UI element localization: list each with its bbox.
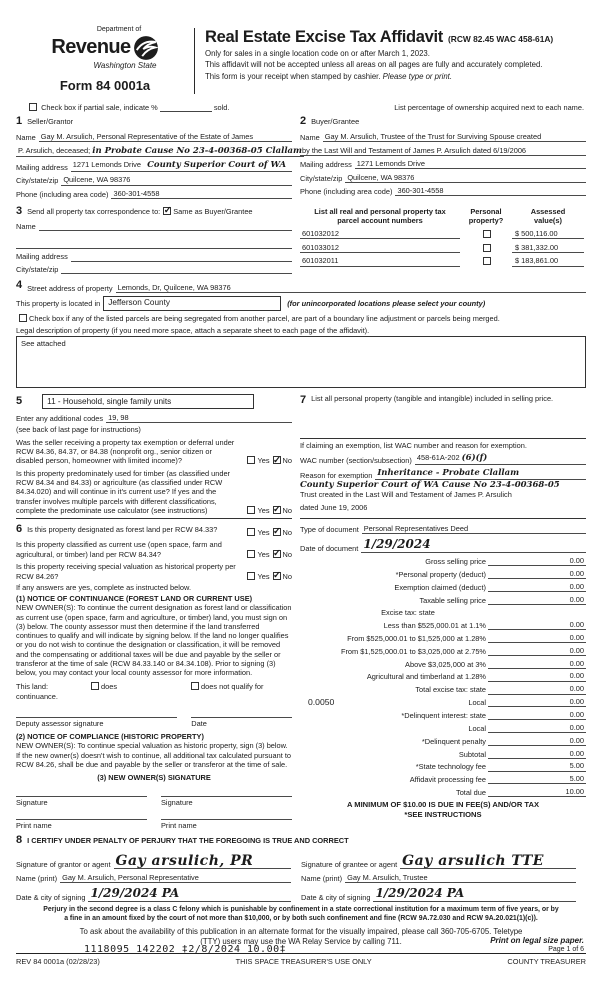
- assessed-value-field[interactable]: $ 381,332.00: [512, 243, 584, 253]
- wac-handwriting: (6)(f): [461, 453, 488, 464]
- grantee-signature-field[interactable]: [400, 851, 576, 870]
- seller-mailing-handwriting: County Superior Court of WA: [147, 160, 287, 171]
- grantee-city-handwriting: PA: [446, 885, 465, 900]
- grantee-signature: Gay arsulich TTE: [402, 852, 544, 869]
- parcel-row: [300, 243, 586, 253]
- local-rate: 0.0050: [308, 696, 335, 707]
- exemption-claimed-value[interactable]: 0.00: [540, 582, 586, 592]
- exemption-no-checkbox[interactable]: [273, 456, 281, 464]
- parcel-number-field[interactable]: 601032012: [300, 229, 460, 239]
- rcw-reference: (RCW 82.45 WAC 458-61A): [448, 34, 554, 44]
- new-owner-signature-title: (3) NEW OWNER(S) SIGNATURE: [97, 773, 211, 783]
- deputy-assessor-signature-line[interactable]: Deputy assessor signature: [16, 717, 177, 728]
- personal-property-checkbox[interactable]: [483, 257, 491, 265]
- forest-land-question: Is this property designated as forest land per RCW 84.33?: [27, 525, 218, 535]
- header-note-2: This affidavit will not be accepted unless all areas on all pages are fully and accurately completed.: [205, 60, 543, 70]
- revenue-logo-icon: [133, 35, 159, 61]
- new-owner-print-line-1[interactable]: Print name: [16, 819, 147, 830]
- ownership-note: List percentage of ownership acquired next to each name.: [394, 103, 584, 112]
- partial-sale-line: Check box if partial sale, indicate % sold.: [26, 103, 229, 112]
- new-owner-signature-line-2[interactable]: Signature: [161, 796, 292, 807]
- alternate-format-notice: To ask about the availability of this publication in an alternate format for the visually impaired, please call 360-705-6705. Teletype (TTY) users may use the WA Relay Service by calling 711.: [79, 927, 523, 946]
- buyer-heading: Buyer/Grantee: [311, 117, 360, 127]
- personal-property-field[interactable]: [300, 408, 586, 434]
- personal-property-checkbox[interactable]: [483, 230, 491, 238]
- excise-tax-state-header: Excise tax: state: [381, 608, 435, 618]
- tier2-value[interactable]: 0.00: [540, 633, 586, 643]
- header-note-3: This form is your receipt when stamped by cashier. Please type or print.: [205, 71, 453, 81]
- timber-no-checkbox[interactable]: [273, 506, 281, 514]
- same-as-buyer-label: Same as Buyer/Grantee: [173, 206, 253, 216]
- timber-yes-checkbox[interactable]: [247, 506, 255, 514]
- grantor-signature: Gay arsulich, PR: [115, 852, 254, 869]
- grantee-print-name-field[interactable]: Gay M. Arsulich, Trustee: [345, 873, 576, 883]
- grantor-date-field[interactable]: 1/29/2024 PA: [88, 886, 291, 902]
- exemption-deferral-question: Was the seller receiving a property tax exemption or deferral under RCW 84.36, 84.37, or 84.38 (nonprofit org., senior citizen or disabled person, homeowner with limited income)?: [16, 437, 235, 466]
- certification-section: 8 I CERTIFY UNDER PENALTY OF PERJURY THAT THE FOREGOING IS TRUE AND CORRECT Signature of grantor or agent Gay arsulich, PR Name (print) Gay M. Arsulich, Personal Representative Date & city of signing 1/29/2024 PA Signature of grantee or agent Gay arsulich TTE Name (print) Gay M. Arsulich, Trustee Date & city of signing 1/29/2024 PA: [16, 834, 586, 902]
- current-use-no-checkbox[interactable]: [273, 550, 281, 558]
- buyer-city-field[interactable]: Quilcene, WA 98376: [345, 173, 586, 183]
- personal-property-instruction: List all personal property (tangible and intangible) included in selling price.: [311, 394, 554, 404]
- seller-city-field[interactable]: Quilcene, WA 98376: [61, 175, 292, 185]
- continuance-label: continuance.: [16, 691, 58, 701]
- notice-continuance-title: (1) NOTICE OF CONTINUANCE (FOREST LAND OR CURRENT USE): [16, 594, 253, 604]
- document-date-field[interactable]: 1/29/2024: [361, 537, 586, 553]
- seller-phone-field[interactable]: 360-301-4558: [111, 189, 292, 199]
- current-use-yes-checkbox[interactable]: [247, 550, 255, 558]
- personal-property-deduct-value[interactable]: 0.00: [540, 569, 586, 579]
- timber-agriculture-question: Is this property predominately used for timber (as classified under RCW 84.34 and 84.33) or agriculture (as classified under RCW 84.34.020) and will continue in it's current use? If yes and the transfer involves multiple parcels with different classifications, complete the predominate use calculator (see instructions): [16, 468, 231, 515]
- seller-section: 1 Seller/Grantor Name Gay M. Arsulich, Personal Representative of the Estate of James P. Arsulich, deceased; in Probate Cause No 23-4-00368-05 Clallam Mailing address 1271 Lemonds Drive County Superior Court of WA City/state/zip Quilcene, WA 98376 Phone (including area code) 360-301-4558: [16, 115, 303, 199]
- buyer-mailing-field[interactable]: 1271 Lemonds Drive: [355, 159, 586, 169]
- legal-description-label: Legal description of property (if you need more space, attach a separate sheet to each page of the affidavit).: [16, 325, 370, 335]
- dept-of-label: Department of: [96, 26, 142, 33]
- cashier-stamp: 1118095 142202 ‡2/8/2024 10.00‡: [84, 944, 287, 955]
- reason-handwriting-1[interactable]: Inheritance - Probate Clallam: [375, 468, 586, 480]
- correspondence-mailing-field[interactable]: [71, 253, 292, 262]
- seller-name-field-2[interactable]: P. Arsulich, deceased; in Probate Cause No 23-4-00368-05 Clallam: [18, 145, 303, 156]
- grantor-city-handwriting: PA: [161, 885, 180, 900]
- buyer-phone-field[interactable]: 360-301-4558: [395, 186, 586, 196]
- historical-question: Is this property receiving special valuation as historical property per RCW 84.26?: [16, 562, 236, 581]
- forest-no-checkbox[interactable]: [273, 528, 281, 536]
- local-tax-value[interactable]: 0.00: [540, 697, 586, 707]
- assessed-value-field[interactable]: $ 500,116.00: [512, 229, 584, 239]
- minimum-due-note: A MINIMUM OF $10.00 IS DUE IN FEE(S) AND/OR TAX: [346, 800, 540, 810]
- tier1-value[interactable]: 0.00: [540, 620, 586, 630]
- subtotal-value[interactable]: 0.00: [540, 749, 586, 759]
- seller-name-handwriting: in Probate Cause No 23-4-00368-05 Clallam: [92, 145, 303, 156]
- treasurer-use-label: THIS SPACE TREASURER'S USE ONLY: [235, 956, 372, 966]
- see-instructions-note: *SEE INSTRUCTIONS: [404, 809, 482, 819]
- delinquent-interest-local-value[interactable]: 0.00: [540, 723, 586, 733]
- correspondence-extra-field[interactable]: [16, 240, 292, 249]
- correspondence-city-field[interactable]: [61, 265, 292, 274]
- parcel-table: List all real and personal property tax parcel account numbers Personal property? Assessed value(s) 601032012 $ 500,116.00 601033012 $ 381,332.00 601032011 $ 183,861.00: [300, 207, 586, 267]
- grantee-date-field[interactable]: 1/29/2024 PA: [373, 886, 576, 902]
- parcel-row: [300, 229, 586, 239]
- additional-codes-field[interactable]: 19, 98: [106, 413, 292, 423]
- tier4-value[interactable]: 0.00: [540, 659, 586, 669]
- grantor-signature-field[interactable]: [114, 851, 292, 870]
- total-excise-state-value[interactable]: 0.00: [540, 684, 586, 694]
- partial-sale-percent-field[interactable]: [160, 104, 212, 112]
- land-does-qualify-checkbox[interactable]: [91, 682, 99, 690]
- if-any-yes-note: If any answers are yes, complete as instructed below.: [16, 582, 191, 592]
- wac-number-field[interactable]: 458-61A-202 (6)(f): [415, 453, 586, 465]
- segregated-label: Check box if any of the listed parcels are being segregated from another parcel, are part of a boundary line adjustment or parcels being merged.: [29, 314, 500, 324]
- document-type-field[interactable]: Personal Representatives Deed: [362, 524, 586, 534]
- reason-typed-1: Trust created in the Last Will and Testament of James P. Arsulich: [300, 490, 512, 500]
- state-technology-fee-value[interactable]: 5.00: [540, 761, 586, 771]
- codes-note: (see back of last page for instructions): [16, 424, 141, 434]
- partial-sale-checkbox[interactable]: [29, 103, 37, 111]
- current-use-question: Is this property classified as current use (open space, farm and agricultural, or timber) land per RCW 84.34?: [16, 540, 222, 559]
- legal-size-note: Print on legal size paper.: [490, 936, 584, 945]
- same-as-buyer-checkbox[interactable]: [163, 207, 171, 215]
- reason-typed-2: dated June 19, 2006: [300, 502, 368, 512]
- use-code-row: 5 11 - Household, single family units: [16, 394, 292, 409]
- gross-selling-price-value[interactable]: 0.00: [540, 556, 586, 566]
- correspondence-name-field[interactable]: [39, 222, 292, 231]
- land-use-code-select[interactable]: 11 - Household, single family units: [42, 394, 254, 409]
- taxable-selling-price-value[interactable]: 0.00: [540, 595, 586, 605]
- exemption-yes-checkbox[interactable]: [247, 456, 255, 464]
- this-land-label: This land:: [16, 682, 49, 692]
- buyer-section: 2 Buyer/Grantee Name Gay M. Arsulich, Trustee of the Trust for Surviving Spouse created by the Last Will and Testament of James P. Arsulich dated 6/19/2006 Mailing address 1271 Lemonds Drive City/state/zip Quilcene, WA 98376 Phone (including area code) 360-301-4558: [300, 115, 586, 199]
- correspondence-section: 3 Send all property tax correspondence to: ✓ Same as Buyer/Grantee Name Mailing address City/state/zip: [16, 205, 300, 274]
- seller-name-field[interactable]: Gay M. Arsulich, Personal Representative of the Estate of James: [39, 132, 292, 142]
- historical-no-checkbox[interactable]: [273, 572, 281, 580]
- header-divider: [194, 28, 195, 94]
- page-number: Page 1 of 6: [548, 946, 584, 953]
- forest-yes-checkbox[interactable]: [247, 528, 255, 536]
- new-owner-print-line-2[interactable]: Print name: [161, 819, 292, 830]
- buyer-name-field-2[interactable]: by the Last Will and Testament of James P. Arsulich dated 6/19/2006: [300, 146, 586, 156]
- buyer-name-field[interactable]: Gay M. Arsulich, Trustee of the Trust for Surviving Spouse created: [323, 132, 586, 142]
- agency-block: [26, 26, 184, 94]
- assessor-date-line[interactable]: Date: [191, 717, 292, 728]
- washington-state-label: Washington State: [93, 60, 157, 70]
- affidavit-page: Department of Revenue Washington State Form 84 0001a Real Estate Excise Tax Affidavit (RCW 82.45 WAC 458-61A) Only for sales in a single location code on or after March 1, 2023. This affidavit will not be accepted unless all areas on all pages are fully and accurately completed. This form is your receipt when stamped by cashier. Please type or print. Check box if partial sale, indicate % sold. List percentage of ownership acquired next to each name. 1 Seller/Grantor Name Gay M. Arsulich, Personal Representative of the Estate of James P. Arsulich, deceased; in Probate Cause No 23-4-00368-05 Clallam Mailing address 1271 Lemonds Drive County Superior Court of WA City/state/zip Quilcene, WA 98376 Phone (including area code) 360-301-4558 2 Buyer/Grantee Name Gay M. Arsulich, Trustee of the Trust for Surviving Spouse created by the Last Will and Testament of James P. Arsulich dated 6/19/2006 Mailing address 1271 Lemonds Drive City/state/zip Quilcene, WA 98376 Phone (including area code) 360-301-4558 3 Send all property tax correspondence to: ✓ Same as Buyer/Grantee Name Mailing address City/state/zip List all real and personal property tax parcel account numbers Personal property? Assessed value(s) 601032012 $ 500,116.00 601033012 $ 381,332.00 601032011 $ 183,861.00 4 Street address of property Lemonds, Dr, Quilcene, WA 98376 This property is located in Jefferson County (for unincorporated locations please select your county) Check box if any of the listed parcels are being segregated from another parcel, are part of a boundary line adjustment or parcels being merged. Legal description of property (if you need more space, attach a separate sheet to each page of the affidavit). See attached 5 11 - Household, single family units Enter any additional codes 19, 98 (see back of last page for instructions) Was the seller receiving a property tax exemption or deferral under RCW 84.36, 84.37, or 84.38 (nonprofit org., senior citizen or disabled person, homeowner with limited income)? Yes ✓ No Is this property predominately used for timber (as classified under RCW 84.34 and 84.33) or agriculture (as classified under RCW 84.34.020) and will continue in it's current use? If yes and the transfer involves multiple parcels with different classifications, complete the predominate use calculator (see instructions) Yes ✓ No 6 Is this property designated as forest land per RCW 84.33? Yes ✓ No Is this property classified as current use (open space, farm and agricultural, or timber) land per RCW 84.34? Yes ✓ No Is this property receiving special valuation as historical property per RCW 84.26? Yes ✓ No If any answers are yes, complete as instructed below. (1) NOTICE OF CONTINUANCE (FOREST LAND OR CURRENT USE) NEW OWNER(S): To continue the current designation as forest land or classification as current use (open space, farm and agriculture, or timber) land, you must sign on (3) below. The county assessor must then determine if the land transferred continues to qualify and will indicate by signing below. If the land no longer qualifies or you do not wish to continue the designation or classification, it will be removed and the compensating or additional taxes will be due and payable by the seller or transferor at the time of sale (RCW 84.33.140 or 84.34.108). Prior to signing (3) below, you may contact your local county assessor for more information. This land: does does not qualify for continuance. Deputy assessor signature Date (2) NOTICE OF COMPLIANCE (HISTORIC PROPERTY) NEW OWNER(S): To continue special valuation as historic property, sign (3) below. If the new owner(s) doesn't wish to continue, all additional tax calculated pursuant to RCW 84.26, shall be due and payable by the seller or transferor at the time of sale. (3) NEW OWNER(S) SIGNATURE Signature Signature Print name Print name 7 List all personal property (tangible and intangible) included in selling price. If claiming an exemption, list WAC number and reason for exemption. WAC number (section/subsection) 458-61A-202 (6)(f) Reason for exemption Inheritance - Probate Clallam County Superior Court of WA Cause No 23-4-00368-05 Trust created in the Last Will and Testament of James P. Arsulich dated June 19, 2006 Type of document Personal Representatives Deed Date of document 1/29/2024 Gross selling price 0.00 *Personal property (deduct) 0.00 Exemption claimed (deduct) 0.00 Taxable selling price 0.00 Excise tax: state Less than $525,000.01 at 1.1% 0.00 From $525,000.01 to $1,525,000 at 1.28% 0.00 From $1,525,000.01 to $3,025,000 at 2.75% 0.00 Above $3,025,000 at 3% 0.00 Agricultural and timberland at 1.28% 0.00 Total excise tax: state 0.00 0.0050 Local 0.00 *Delinquent interest: state 0.00 Local 0.00 *Delinquent penalty 0.00 Subtotal 0.00 *State technology fee 5.00 Affidavit processing fee 5.00 Total due 10.00 A MINIMUM OF $10.00 IS DUE IN FEE(S) AND/OR TAX *SEE INSTRUCTIONS 8 I CERTIFY UNDER PENALTY OF PERJURY THAT THE FOREGOING IS TRUE AND CORRECT Signature of grantor or agent Gay arsulich, PR Name (print) Gay M. Arsulich, Personal Representative Date & city of signing 1/29/2024 PA Signature of grantee or agent Gay arsulich TTE Name (print) Gay M. Arsulich, Trustee Date & city of signing 1/29/2024 PA Perjury in the second degree is a class C felony which is punishable by confinement in a state correctional institution for a maximum term of five years, or by a fine in an amount fixed by the court of not more than $10,000, or by both such confinement and fine (RCW 9A.72.030 and RCW 9A.20.021(1)(c)). To ask about the availability of this publication in an alternate format for the visually impaired, please call 360-705-6705. Teletype (TTY) users may use the WA Relay Service by calling 711. REV 84 0001a (02/28/23) THIS SPACE TREASURER'S USE ONLY COUNTY TREASURER 1118095 142202 ‡2/8/2024 10.00‡ Print on legal size paper. Page 1 of 6: [0, 0, 600, 995]
- revenue-wordmark: Revenue: [51, 36, 131, 59]
- certify-statement: I CERTIFY UNDER PENALTY OF PERJURY THAT THE FOREGOING IS TRUE AND CORRECT: [27, 835, 349, 845]
- agricultural-value[interactable]: 0.00: [540, 671, 586, 681]
- header-note-1: Only for sales in a single location code on or after March 1, 2023.: [205, 49, 430, 59]
- total-due-value[interactable]: 10.00: [540, 787, 586, 797]
- print-note-block: [490, 936, 584, 955]
- form-number: Form 84 0001a: [59, 77, 151, 93]
- form-header: [26, 26, 586, 94]
- property-section: 4 Street address of property Lemonds, Dr, Quilcene, WA 98376 This property is located in Jefferson County (for unincorporated locations please select your county) Check box if any of the listed parcels are being segregated from another parcel, are part of a boundary line adjustment or parcels being merged. Legal description of property (if you need more space, attach a separate sheet to each page of the affidavit). See attached: [16, 279, 586, 388]
- notice-compliance-title: (2) NOTICE OF COMPLIANCE (HISTORIC PROPERTY): [16, 732, 204, 742]
- rev-form-number: REV 84 0001a (02/28/23): [16, 956, 100, 966]
- legal-description-field[interactable]: See attached: [16, 336, 586, 388]
- seller-mailing-field[interactable]: 1271 Lemonds Drive County Superior Court of WA: [71, 160, 292, 172]
- delinquent-penalty-value[interactable]: 0.00: [540, 736, 586, 746]
- reason-handwriting-2: County Superior Court of WA Cause No 23-4-00368-05: [300, 479, 560, 490]
- street-address-field[interactable]: Lemonds, Dr, Quilcene, WA 98376: [116, 283, 586, 293]
- land-does-not-qualify-checkbox[interactable]: [191, 682, 199, 690]
- new-owner-signature-line-1[interactable]: Signature: [16, 796, 147, 807]
- county-treasurer-label: COUNTY TREASURER: [507, 956, 586, 966]
- parcel-row: [300, 256, 586, 266]
- delinquent-interest-state-value[interactable]: 0.00: [540, 710, 586, 720]
- historical-yes-checkbox[interactable]: [247, 572, 255, 580]
- form-title: Real Estate Excise Tax Affidavit: [205, 28, 444, 46]
- notice-continuance-body: NEW OWNER(S): To continue the current designation as forest land or classification as current use (open space, farm and agriculture, or timber) land, you must sign on (3) below. The county assessor must then determine if the land transferred continues to qualify and will indicate by signing below. If the land no longer qualifies or you do not wish to continue the designation or classification, it will be removed and the compensating or additional taxes will be due and payable by the seller or transferor at the time of sale (RCW 84.33.140 or 84.34.108). Prior to signing (3) below, you may contact your local county assessor for more information.: [16, 603, 292, 678]
- personal-property-checkbox[interactable]: [483, 244, 491, 252]
- parcel-number-field[interactable]: 601032011: [300, 256, 460, 266]
- county-note: (for unincorporated locations please select your county): [287, 298, 486, 308]
- segregated-checkbox[interactable]: [19, 314, 27, 322]
- county-select[interactable]: Jefferson County: [103, 296, 281, 311]
- affidavit-processing-fee-value[interactable]: 5.00: [540, 774, 586, 784]
- perjury-notice: Perjury in the second degree is a class C felony which is punishable by confinement in a state correctional institution for a maximum term of five years, or by a fine in an amount fixed by the court of not more than $10,000, or by both such confinement and fine (RCW 9A.72.030 and RCW 9A.20.021(1)(c)).: [43, 905, 559, 922]
- tier3-value[interactable]: 0.00: [540, 646, 586, 656]
- exemption-note: If claiming an exemption, list WAC number and reason for exemption.: [300, 440, 527, 450]
- grantor-print-name-field[interactable]: Gay M. Arsulich, Personal Representative: [60, 873, 291, 883]
- assessed-value-field[interactable]: $ 183,861.00: [512, 256, 584, 266]
- parcel-number-field[interactable]: 601033012: [300, 243, 460, 253]
- notice-compliance-body: NEW OWNER(S): To continue special valuation as historic property, sign (3) below. If the new owner(s) doesn't wish to continue, all additional tax calculated pursuant to RCW 84.26, shall be due and payable by the seller or transferor at the time of sale.: [16, 741, 292, 769]
- seller-heading: Seller/Grantor: [27, 117, 74, 127]
